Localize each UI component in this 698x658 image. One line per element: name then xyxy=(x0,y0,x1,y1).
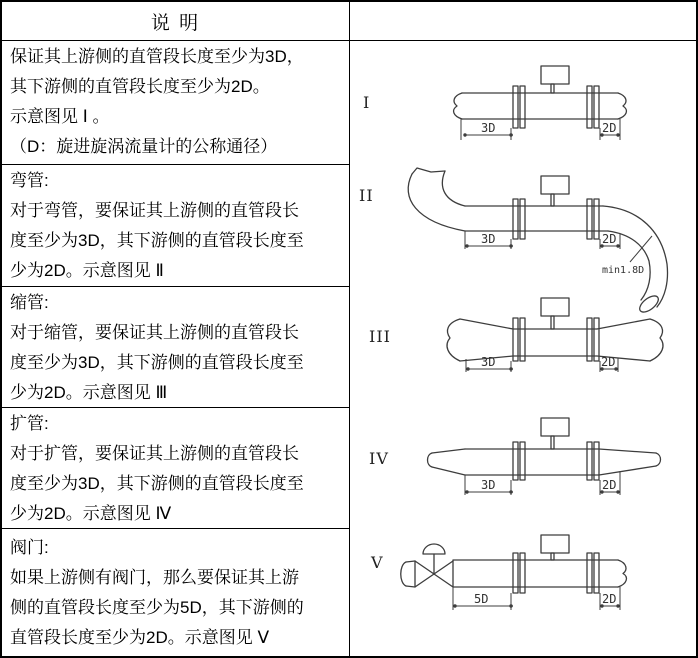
dim-label-downstream: 2D xyxy=(601,355,616,369)
dimension-downstream xyxy=(600,232,620,249)
text-line: 度至少为3D，其下游侧的直管段长度至 xyxy=(10,353,304,372)
explanation-column xyxy=(2,2,350,656)
valve-icon xyxy=(401,561,453,587)
section-reducer xyxy=(2,287,349,408)
dimension-downstream xyxy=(600,119,620,140)
text-line: 直管段长度至少为2D。示意图见 Ⅴ xyxy=(10,628,270,647)
diagram-reducer-drawing xyxy=(350,286,696,407)
diagram-straight-pipe-drawing xyxy=(350,41,696,164)
diagram-numeral-1: I xyxy=(363,93,371,112)
flowmeter-display xyxy=(541,66,569,93)
dimension-downstream xyxy=(600,587,620,610)
text-line: 少为2D。示意图见 Ⅲ xyxy=(10,383,168,402)
section-valve xyxy=(2,529,349,656)
header-title: 说 明 xyxy=(150,12,201,34)
flowmeter-display xyxy=(541,176,569,206)
downstream-reducer xyxy=(599,449,661,475)
diagram-numeral-3: III xyxy=(369,327,391,346)
dim-label-upstream: 3D xyxy=(481,232,496,246)
dimension-upstream xyxy=(453,587,513,610)
pipe xyxy=(454,93,627,119)
diagram-numeral-5: V xyxy=(371,553,384,572)
diagram-expander-drawing xyxy=(350,407,696,528)
flange xyxy=(513,86,599,128)
section-expander xyxy=(2,408,349,529)
dim-label-downstream: 2D xyxy=(602,232,617,246)
section-straight-pipe xyxy=(2,41,349,165)
text-line: 度至少为3D，其下游侧的直管段长度至 xyxy=(10,474,304,493)
text-line: 侧的直管段长度至少为5D，其下游侧的 xyxy=(10,598,304,617)
text-line: 对于弯管，要保证其上游侧的直管段长 xyxy=(10,201,299,220)
bend-note-label: min1.8D xyxy=(602,265,645,276)
text-line: （D：旋进旋涡流量计的公称通径） xyxy=(10,137,278,156)
dim-label-upstream: 3D xyxy=(481,355,496,369)
section-heading: 缩管: xyxy=(10,293,49,312)
flange xyxy=(513,318,599,361)
section-heading: 弯管: xyxy=(10,171,49,190)
dim-label-downstream: 2D xyxy=(602,478,617,492)
section-elbow xyxy=(2,165,349,287)
text-line: 示意图见 Ⅰ 。 xyxy=(10,107,110,126)
text-line: 保证其上游侧的直管段长度至少为3D， xyxy=(10,47,304,66)
dim-label-upstream: 3D xyxy=(481,478,496,492)
diagram-area xyxy=(350,41,696,656)
flange xyxy=(513,442,599,480)
upstream-elbow xyxy=(408,168,465,231)
upstream-expander xyxy=(428,449,466,475)
diagram-numeral-4: IV xyxy=(369,449,389,468)
text-line: 度至少为3D，其下游侧的直管段长度至 xyxy=(10,231,304,250)
flowmeter-display xyxy=(541,298,569,329)
flowmeter-display xyxy=(541,535,569,560)
dimension-upstream xyxy=(466,355,513,372)
section-heading: 阀门: xyxy=(10,538,49,557)
pipe xyxy=(453,560,626,587)
text-line: 少为2D。示意图见 Ⅱ xyxy=(10,261,164,280)
flowmeter-display xyxy=(541,418,569,449)
text-line: 少为2D。示意图见 Ⅳ xyxy=(10,504,172,523)
text-line: 对于缩管，要保证其上游侧的直管段长 xyxy=(10,323,299,342)
text-line: 如果上游侧有阀门，那么要保证其上游 xyxy=(10,568,299,587)
section-heading: 扩管: xyxy=(10,414,49,433)
pipe xyxy=(465,449,599,475)
column-header-diagrams xyxy=(350,2,696,41)
dim-label-upstream: 5D xyxy=(474,592,489,606)
dimension-upstream xyxy=(465,231,513,249)
text-line: 对于扩管，要保证其上游侧的直管段长 xyxy=(10,444,299,463)
diagram-numeral-2: II xyxy=(359,186,374,205)
diagram-column xyxy=(350,2,696,656)
dimension-upstream xyxy=(461,119,513,140)
text-line: 其下游侧的直管段长度至少为2D。 xyxy=(10,77,270,96)
dimension-downstream xyxy=(600,355,618,372)
dim-label-downstream: 2D xyxy=(602,121,617,135)
diagram-valve-drawing xyxy=(350,528,696,656)
dim-label-upstream: 3D xyxy=(481,121,496,135)
flange xyxy=(513,199,599,239)
dim-label-downstream: 2D xyxy=(602,592,617,606)
column-header-explanation xyxy=(2,2,349,41)
dimension-upstream xyxy=(465,475,513,495)
